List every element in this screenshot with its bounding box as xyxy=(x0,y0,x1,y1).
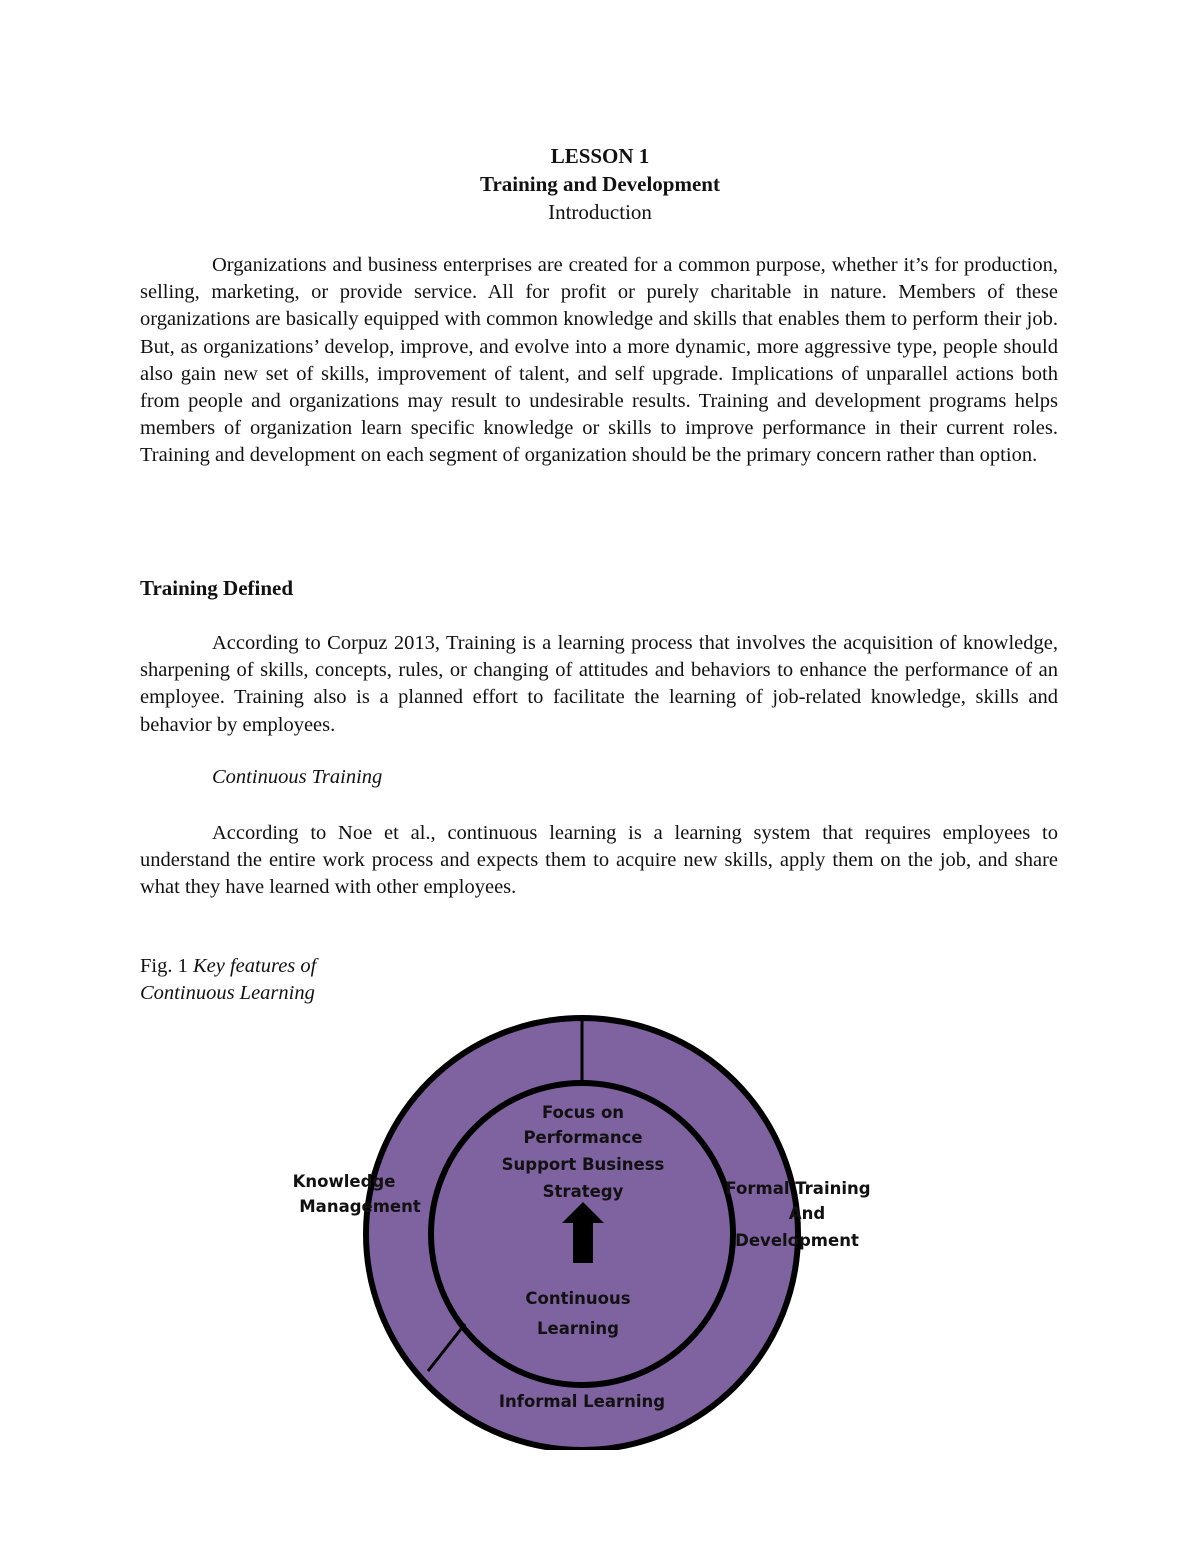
continuous-training-paragraph: According to Noe et al., continuous learning is a learning system that requires employees to understand the entire work process and expects them to acquire new skills, apply them on the job, and share what they have learned with other employees. xyxy=(140,822,1058,899)
lesson-subtitle: Introduction xyxy=(548,200,652,224)
center-top-line2: Performance xyxy=(523,1128,643,1147)
center-top-line3: Support Business xyxy=(501,1155,665,1174)
center-bottom-line2: Learning xyxy=(537,1319,619,1338)
segment-bottom: Informal Learning xyxy=(498,1392,666,1411)
lesson-title: Training and Development xyxy=(480,172,720,196)
continuous-training-heading: Continuous Training xyxy=(212,766,383,788)
training-defined-paragraph: According to Corpuz 2013, Training is a learning process that involves the acquisition of knowledge, sharpening of skills, concepts, rules, or changing of attitudes and behaviors to enhance the performance of an employee. Training also is a planned effort to facilitate the learning of job-related knowledge, skills and behavior by employees. xyxy=(140,632,1058,736)
segment-left-line2: Management xyxy=(299,1197,421,1216)
center-top-line1: Focus on xyxy=(541,1103,625,1122)
figure-label: Fig. 1 xyxy=(140,955,188,977)
training-defined-heading: Training Defined xyxy=(140,576,294,600)
intro-paragraph: Organizations and business enterprises are created for a common purpose, whether it’s for production, selling, marketing, or provide service. All for profit or purely charitable in nature. Members of these organizations are basically equipped with common knowledge and skills that enables them to perform their job. But, as organizations’ develop, improve, and evolve into a more dynamic, more aggressive type, people should also gain new set of skills, improvement of talent, and self upgrade. Implications of unparallel actions both from people and organizations may result to undesirable results. Training and development programs helps members of organization learn specific knowledge or skills to improve performance in their current roles. Training and development on each segment of organization should be the primary concern rather than option. xyxy=(140,254,1058,467)
center-top-line4: Strategy xyxy=(542,1182,624,1201)
continuous-learning-diagram xyxy=(280,1010,900,1450)
lesson-header xyxy=(0,142,1200,226)
figure-caption xyxy=(140,953,316,1007)
lesson-number: LESSON 1 xyxy=(550,144,650,168)
segment-right-line3: Development xyxy=(735,1231,859,1250)
segment-right-line2: And xyxy=(788,1204,826,1223)
figure-caption-line2: Continuous Learning xyxy=(140,982,315,1004)
segment-left-line1: Knowledge xyxy=(292,1172,396,1191)
figure-caption-line1: Key features of xyxy=(192,955,317,977)
segment-right-line1: Formal Training xyxy=(725,1179,871,1198)
center-bottom-line1: Continuous xyxy=(525,1289,631,1308)
